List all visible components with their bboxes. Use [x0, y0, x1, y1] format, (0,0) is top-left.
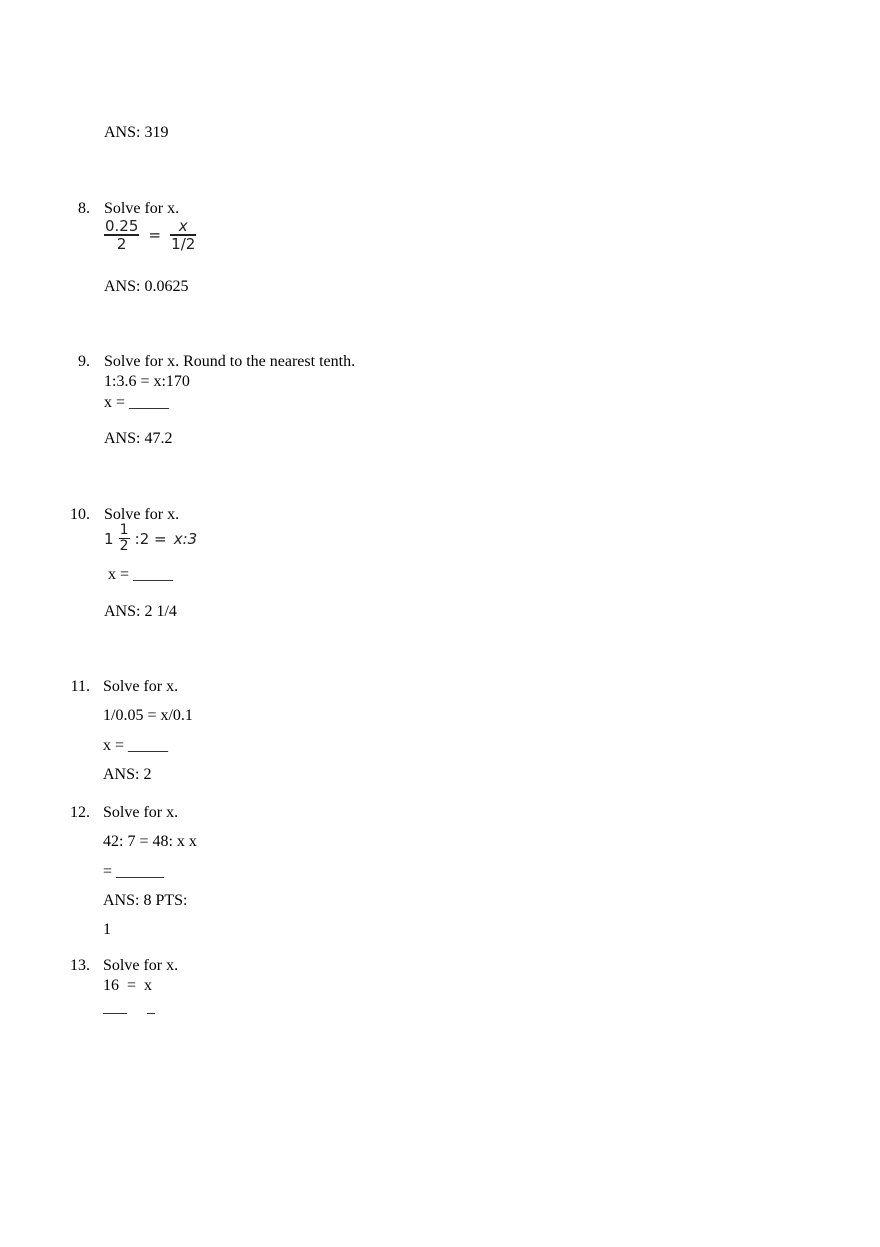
q10-rhs: x:3: [173, 529, 198, 548]
q9-number: 9.: [78, 353, 90, 370]
q10-denominator: 2: [119, 538, 129, 554]
q13-fraction-bars: ___ _: [103, 999, 155, 1016]
q8-prompt: Solve for x.: [104, 200, 180, 217]
q12-points: 1: [103, 921, 111, 938]
q10-number: 10.: [70, 506, 90, 523]
q8-rhs-fraction: [170, 218, 196, 252]
q8-equation-image: [104, 218, 196, 252]
q11-answer: ANS: 2: [103, 766, 152, 783]
q8-lhs-fraction: [104, 218, 139, 252]
q13-prompt: Solve for x.: [103, 957, 179, 974]
q12-equation: 42: 7 = 48: x x: [103, 833, 197, 850]
q8-lhs-numerator: 0.25: [105, 217, 139, 235]
q9-blank: x = _____: [104, 394, 170, 411]
q10-equation-image: [104, 523, 197, 554]
q8-equals: =: [148, 226, 162, 244]
q8-rhs-denominator: 1/2: [171, 235, 196, 253]
q13-number: 13.: [70, 957, 90, 974]
q9-equation: 1:3.6 = x:170: [104, 373, 190, 390]
q10-blank: x = _____: [108, 566, 174, 583]
q11-prompt: Solve for x.: [103, 678, 179, 695]
q12-prompt: Solve for x.: [103, 804, 179, 821]
q8-answer: ANS: 0.0625: [104, 278, 189, 295]
q7-answer: ANS: 319: [104, 124, 169, 141]
q11-blank: x = _____: [103, 737, 169, 754]
q9-answer: ANS: 47.2: [104, 430, 173, 447]
q8-lhs-denominator: 2: [104, 234, 139, 252]
q12-number: 12.: [70, 804, 90, 821]
q10-ratio: :2 =: [134, 529, 167, 548]
q11-number: 11.: [70, 678, 90, 695]
q13-equation: 16 = x: [103, 977, 153, 994]
q11-equation: 1/0.05 = x/0.1: [103, 707, 193, 724]
q12-blank: = ______: [103, 863, 165, 880]
q8-rhs-numerator: x: [178, 217, 188, 235]
q10-prompt: Solve for x.: [104, 506, 180, 523]
q9-prompt: Solve for x. Round to the nearest tenth.: [104, 353, 356, 370]
q10-answer: ANS: 2 1/4: [104, 603, 177, 620]
q12-answer: ANS: 8 PTS:: [103, 892, 188, 909]
q10-fraction: [119, 523, 130, 554]
q8-number: 8.: [78, 200, 90, 217]
q10-whole: 1: [104, 529, 114, 548]
q10-numerator: 1: [119, 522, 129, 538]
